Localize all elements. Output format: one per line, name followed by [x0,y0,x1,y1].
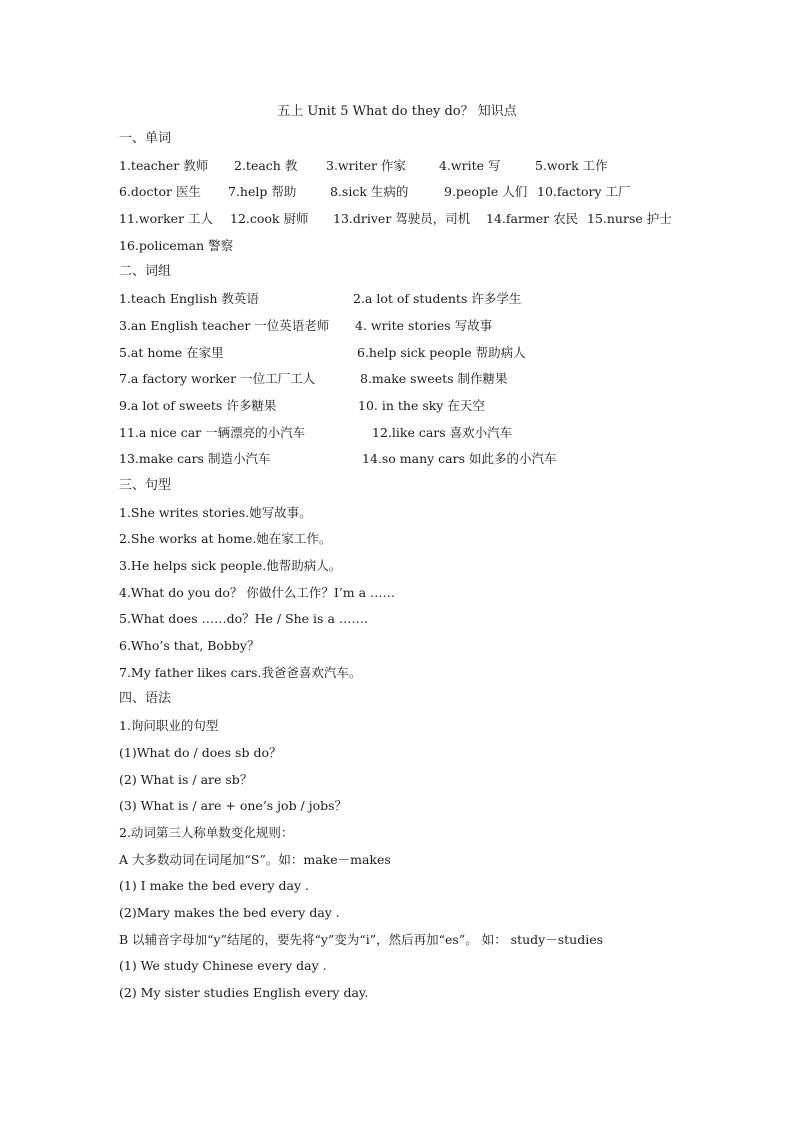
document-title: 五上 Unit 5 What do they do？ 知识点 [277,104,517,119]
phrase-item: 2.a lot of students 许多学生 [353,291,522,307]
document-body [119,129,719,1010]
phrase-item: 10. in the sky 在天空 [358,397,485,413]
vocab-item: 10.factory 工厂 [537,184,631,200]
phrase-item: 9.a lot of sweets 许多糖果 [119,397,277,413]
vocab-item: 13.driver 驾驶员，司机 [333,211,471,227]
sentence-item: 7.My father likes cars.我爸爸喜欢汽车。 [119,664,362,680]
section-heading-grammar: 四、语法 [119,691,172,707]
sentence-item: 2.She works at home.她在家工作。 [119,531,332,547]
vocab-item: 14.farmer 农民 [486,211,579,227]
phrase-item: 8.make sweets 制作糖果 [360,371,508,387]
grammar-item: (2) My sister studies English every day. [119,985,369,1000]
phrase-item: 14.so many cars 如此多的小汽车 [362,451,557,467]
vocab-item: 7.help 帮助 [228,184,297,200]
phrase-item: 1.teach English 教英语 [119,291,259,307]
phrase-item: 3.an English teacher 一位英语老师 [119,317,330,333]
sentence-item: 4.What do you do？ 你做什么工作？I’m a …… [119,584,396,600]
vocab-row [119,156,719,183]
vocab-row [119,236,719,263]
vocab-item: 15.nurse 护士 [587,211,672,227]
vocab-row [119,182,719,209]
grammar-item: B 以辅音字母加“y”结尾的，要先将“y”变为“i”，然后再加“es”。 如： study－studies [119,931,604,947]
phrase-row [119,449,719,476]
grammar-item: A 大多数动词在词尾加“S”。如：make－makes [119,851,391,867]
sentence-item: 6.Who’s that, Bobby？ [119,638,260,654]
sentence-item: 5.What does ……do？He / She is a ……. [119,611,368,627]
vocab-row [119,209,719,236]
phrase-row [119,289,719,316]
phrase-item: 6.help sick people 帮助病人 [357,344,526,360]
phrase-item: 12.like cars 喜欢小汽车 [372,424,513,440]
grammar-item: 1.询问职业的句型 [119,718,219,734]
sentence-item: 1.She writes stories.她写故事。 [119,504,312,520]
phrase-row [119,423,719,450]
vocab-item: 9.people 人们 [444,184,528,200]
section-heading-sentences: 三、句型 [119,477,172,493]
vocab-item: 5.work 工作 [535,157,608,173]
phrase-item: 5.at home 在家里 [119,344,224,360]
vocab-item: 4.write 写 [439,157,501,173]
grammar-item: (1) I make the bed every day . [119,878,309,894]
grammar-item: (1) We study Chinese every day . [119,958,327,974]
phrase-item: 7.a factory worker 一位工厂工人 [119,371,316,387]
phrase-row [119,396,719,423]
vocab-item: 2.teach 教 [234,157,298,173]
grammar-item: 2.动词第三人称单数变化规则： [119,824,294,840]
section-heading-vocab: 一、单词 [119,131,172,146]
vocab-item: 6.doctor 医生 [119,184,201,200]
phrase-row [119,369,719,396]
grammar-item: (2) What is / are sb？ [119,771,253,787]
phrase-row [119,343,719,370]
vocab-item: 3.writer 作家 [326,157,406,173]
vocab-item: 1.teacher 教师 [119,157,209,173]
phrase-item: 4. write stories 写故事 [355,317,493,333]
vocab-item: 11.worker 工人 [119,211,214,227]
grammar-item: (1)What do / does sb do？ [119,744,282,760]
phrase-row [119,316,719,343]
grammar-item: (3) What is / are + one’s job / jobs？ [119,798,348,814]
grammar-item: (2)Mary makes the bed every day . [119,904,340,920]
sentence-item: 3.He helps sick people.他帮助病人。 [119,558,342,573]
section-heading-phrases: 二、词组 [119,264,172,280]
phrase-item: 13.make cars 制造小汽车 [119,451,271,467]
vocab-item: 12.cook 厨师 [230,211,309,227]
vocab-item: 8.sick 生病的 [330,184,409,200]
phrase-item: 11.a nice car 一辆漂亮的小汽车 [119,424,306,440]
vocab-item: 16.policeman 警察 [119,237,234,253]
